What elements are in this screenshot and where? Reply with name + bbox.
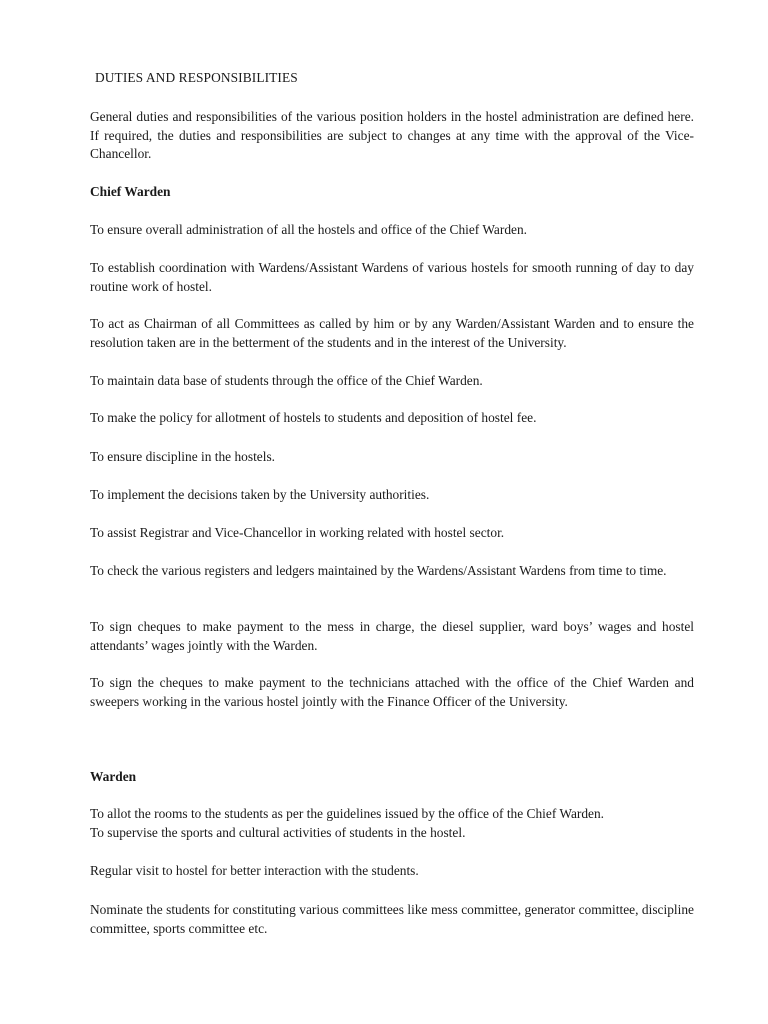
chief-warden-item: To assist Registrar and Vice-Chancellor in working related with hostel sector. [90,525,505,540]
document-title: DUTIES AND RESPONSIBILITIES [95,70,298,85]
chief-warden-item: To act as Chairman of all Committees as called by him or by any Warden/Assistant Warden and to ensure the resolution taken are in the betterment of the students and in the interest of the University. [90,316,694,350]
chief-warden-heading: Chief Warden [90,184,171,199]
chief-warden-item: To make the policy for allotment of hostels to students and deposition of hostel fee. [90,410,537,425]
warden-heading: Warden [90,769,137,784]
chief-warden-item: To check the various registers and ledgers maintained by the Wardens/Assistant Wardens from time to time. [90,563,667,578]
chief-warden-item: To implement the decisions taken by the University authorities. [90,487,430,502]
chief-warden-item: To maintain data base of students through the office of the Chief Warden. [90,373,483,388]
chief-warden-item: To establish coordination with Wardens/Assistant Wardens of various hostels for smooth running of day to day routine work of hostel. [90,260,694,294]
chief-warden-item: To ensure discipline in the hostels. [90,449,276,464]
intro-paragraph: General duties and responsibilities of the various position holders in the hostel administration are defined here. If required, the duties and responsibilities are subject to changes at any time with the approval of the Vice-Chancellor. [90,109,694,162]
warden-item: Regular visit to hostel for better interaction with the students. [90,863,419,878]
warden-item: To allot the rooms to the students as per the guidelines issued by the office of the Chief Warden. [90,806,605,821]
warden-item: Nominate the students for constituting various committees like mess committee, generator committee, discipline committee, sports committee etc. [90,902,694,936]
chief-warden-item: To sign cheques to make payment to the mess in charge, the diesel supplier, ward boys’ wages and hostel attendants’ wages jointly with the Warden. [90,619,694,653]
chief-warden-item: To sign the cheques to make payment to the technicians attached with the office of the Chief Warden and sweepers working in the various hostel jointly with the Finance Officer of the University. [90,675,694,709]
warden-item: To supervise the sports and cultural activities of students in the hostel. [90,825,466,840]
chief-warden-item: To ensure overall administration of all the hostels and office of the Chief Warden. [90,222,528,237]
